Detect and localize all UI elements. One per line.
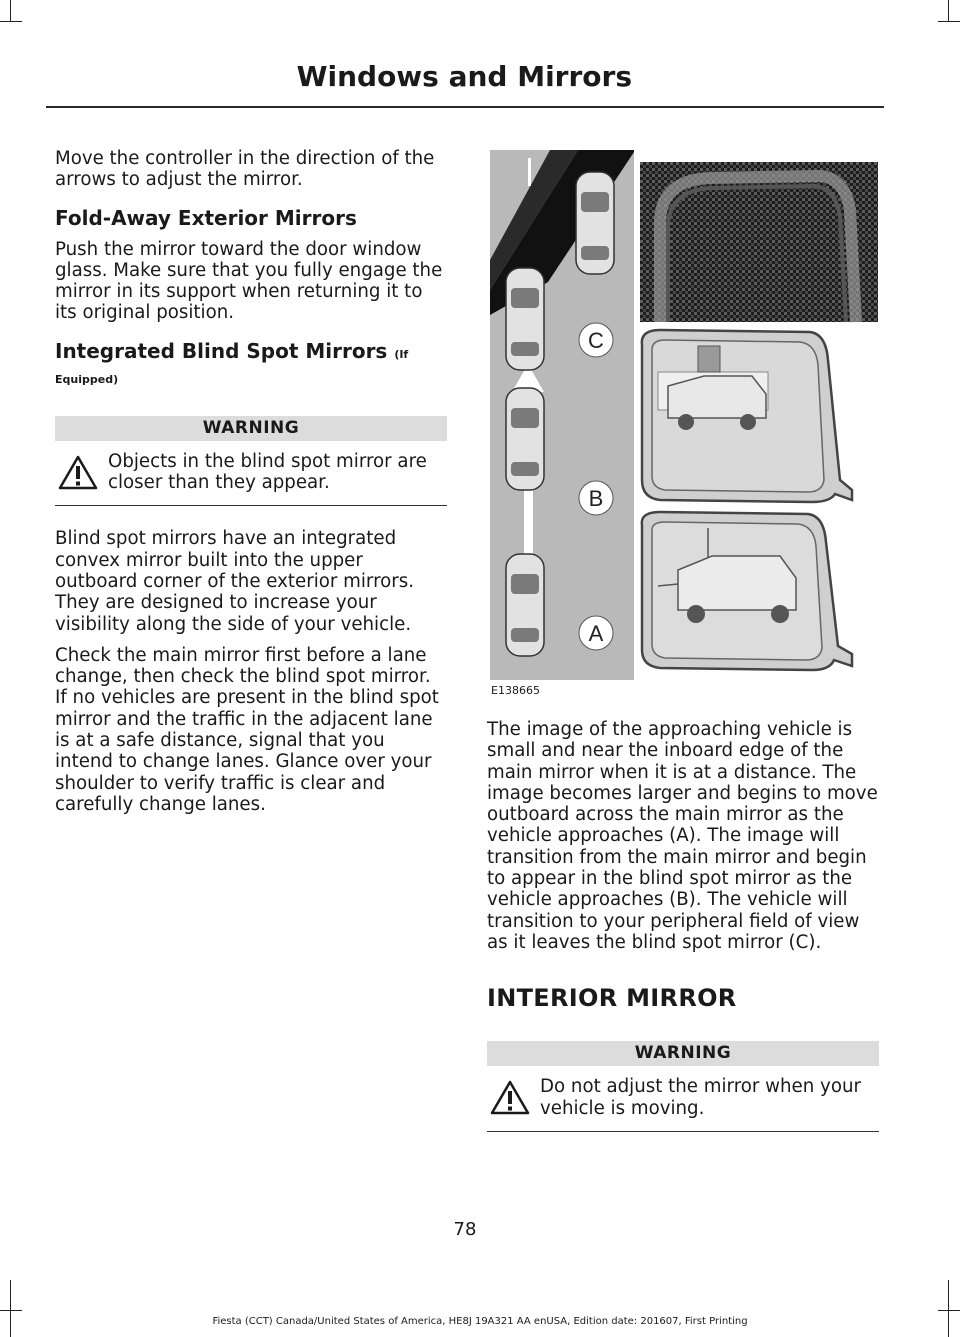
blind-spot-heading [55,339,447,367]
mirror-a [642,512,852,670]
warning-body [55,441,447,507]
warning-text: Objects in the blind spot mirror are closer than they appear. [108,450,427,494]
warning-box [55,416,447,507]
approaching-vehicle-text: The image of the approaching vehicle is small and near the inboard edge of the main mirror when it is at a distance. The image becomes larger and begins to move outboard across the main mirror as the vehicle approaches (A). The image will transition from the main mirror and begin to appear in the blind spot mirror as the vehicle approaches (B). The vehicle will transition to your peripheral field of view as it leaves the blind spot mirror (C). [487,719,878,953]
crop-mark [948,0,949,22]
warning-body [487,1066,879,1132]
intro-text: Move the controller in the direction of the arrows to adjust the mirror. [55,148,435,191]
equipped-label: Equipped) [55,372,119,386]
label-c-text: C [588,328,604,353]
figure-code: E138665 [491,684,540,697]
fold-away-heading: Fold-Away Exterior Mirrors [55,205,357,230]
warning-triangle-icon [490,1080,530,1115]
label-a-text: A [588,621,604,646]
warning-box [487,1041,879,1132]
label-b [579,481,613,515]
warning-header: WARNING [55,416,447,441]
car-left-c [506,268,544,370]
car-a [506,554,544,656]
crop-mark [948,1280,949,1337]
label-a [579,616,613,650]
mirror-b [642,330,852,502]
page-header-title: Windows and Mirrors [296,60,632,93]
warning-triangle-icon [58,455,98,490]
page-number: 78 [453,1219,477,1240]
blind-spot-para-2: Check the main mirror first before a lane change, then check the blind spot mirror. If no vehicles are present in the blind spot mirror and the traffic in the adjacent lane is at a safe distance, signal that you intend to change lanes. Glance over your shoulder to verify traffic is clear and carefully change lanes. [55,644,439,815]
label-b-text: B [588,486,604,511]
blind-spot-para-1: Blind spot mirrors have an integrated convex mirror built into the upper outboard corner of the exterior mirrors. They are designed to increase your visibility along the side of your vehicle. [55,528,415,635]
blind-spot-heading-text: Integrated Blind Spot Mirrors [55,338,388,363]
page-footer: Fiesta (CCT) Canada/United States of America, HE8J 19A321 AA enUSA, Edition date: 201607, First Printing [212,1316,748,1327]
crop-mark [10,1280,11,1337]
blind-spot-illustration [490,150,880,700]
if-equipped-label: (If [394,347,409,361]
right-column [487,719,879,1132]
left-column [55,148,447,815]
peripheral-view-panel [640,162,878,322]
fold-away-text: Push the mirror toward the door window glass. Make sure that you fully engage the mirror in its support when returning it to its original position. [55,238,443,324]
crop-mark [938,21,960,22]
crop-mark [938,1310,960,1311]
car-b [506,388,544,490]
label-c [579,323,613,357]
warning-text: Do not adjust the mirror when your vehicle is moving. [540,1076,861,1119]
header-rule [46,106,884,108]
interior-mirror-heading: INTERIOR MIRROR [487,984,737,1013]
lane-dash [528,158,531,186]
car-c [576,172,614,274]
crop-mark [0,1310,22,1311]
crop-mark [0,21,22,22]
crop-mark [10,0,11,22]
warning-header: WARNING [487,1041,879,1066]
